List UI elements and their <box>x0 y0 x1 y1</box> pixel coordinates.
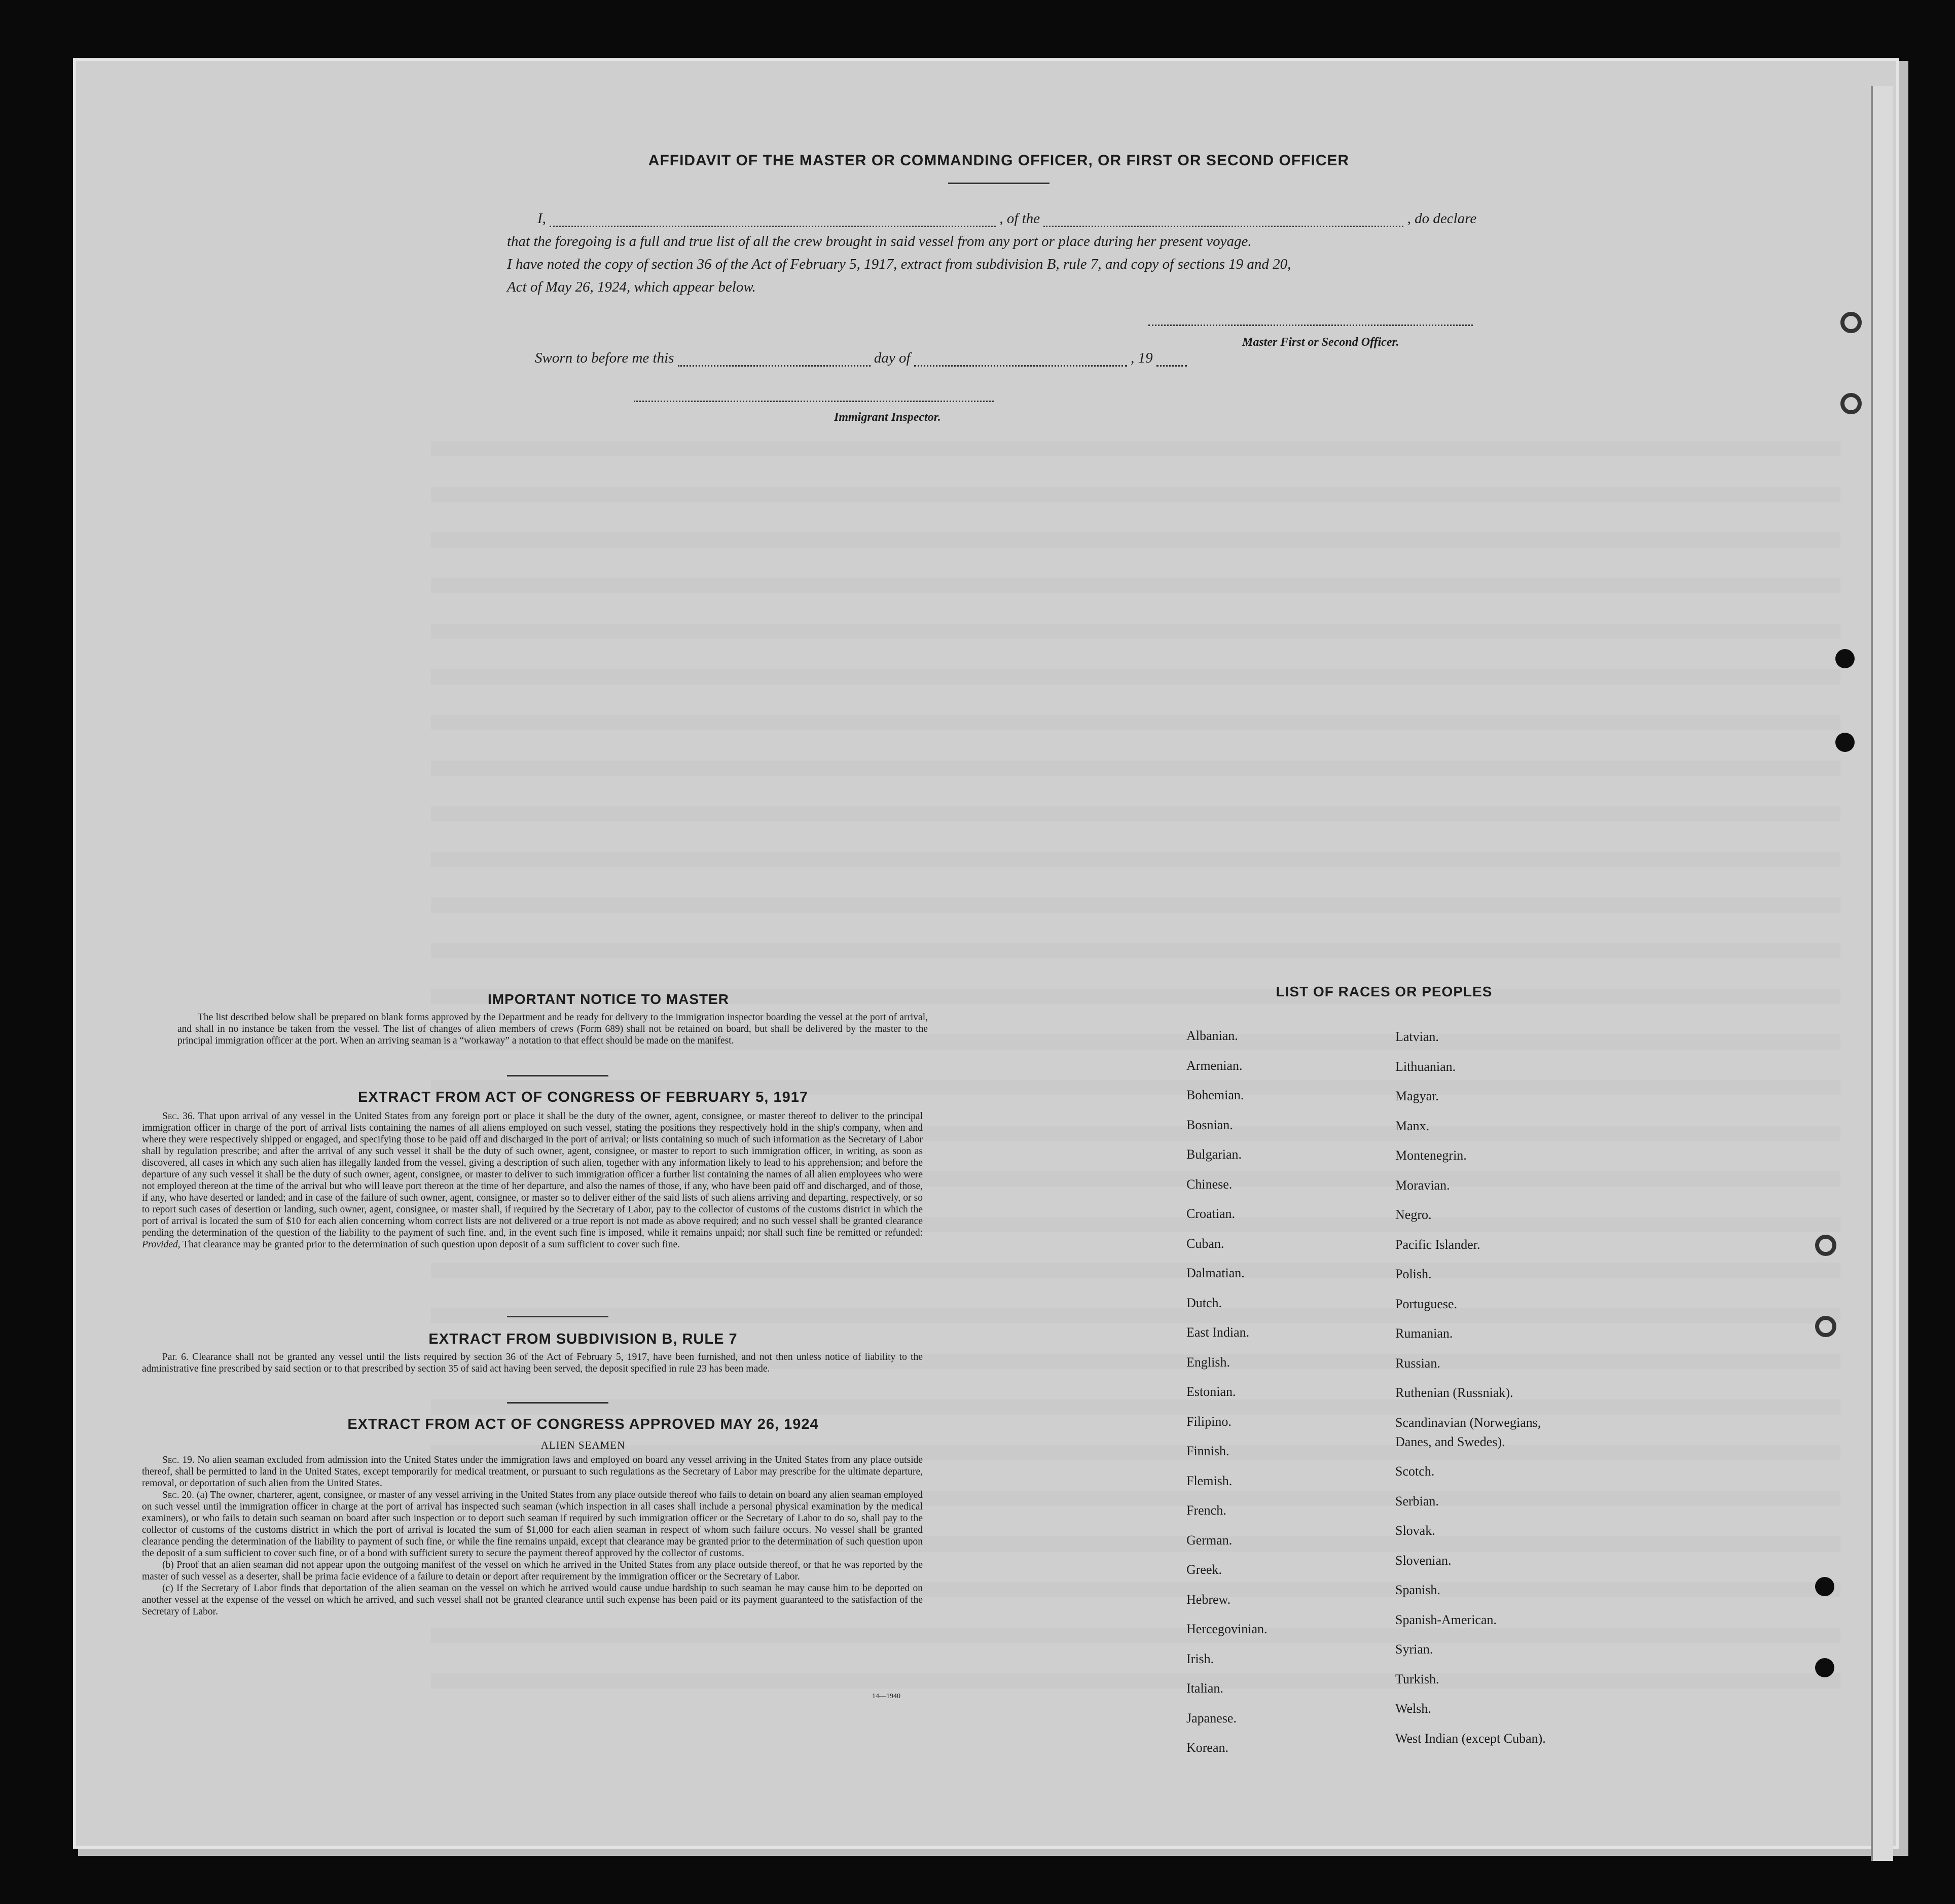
sec-36-label: Sec. 36. <box>162 1111 195 1122</box>
master-signature-field[interactable] <box>1148 325 1473 326</box>
punch-hole <box>1835 649 1855 668</box>
provided-label: Provided, <box>142 1239 180 1250</box>
bleed-through-row <box>431 441 1840 456</box>
race-item: Bohemian. <box>1186 1088 1244 1102</box>
affidavit-i: I, <box>537 210 546 227</box>
race-item: Syrian. <box>1395 1642 1433 1657</box>
race-item: Hercegovinian. <box>1186 1622 1268 1636</box>
extract-1924-text <box>142 1454 923 1618</box>
race-item: Estonian. <box>1186 1384 1236 1399</box>
punch-hole <box>1840 312 1862 333</box>
race-item: Croatian. <box>1186 1206 1236 1221</box>
sec-19 <box>142 1454 923 1489</box>
race-item: Greek. <box>1186 1562 1222 1577</box>
punch-hole <box>1835 733 1855 752</box>
vessel-field[interactable] <box>1043 226 1403 227</box>
affidavit-line-2: that the foregoing is a full and true list of all the crew brought in said vessel from any port or place during her present voyage. <box>507 233 1252 249</box>
inspector-label: Immigrant Inspector. <box>834 411 941 424</box>
race-item: West Indian (except Cuban). <box>1395 1731 1546 1746</box>
race-item: Montenegrin. <box>1395 1148 1467 1163</box>
race-item: Slovak. <box>1395 1523 1435 1538</box>
affidavit-line-1 <box>537 210 1476 227</box>
bleed-through-row <box>431 943 1840 958</box>
race-item: Japanese. <box>1186 1710 1237 1726</box>
bleed-through-row <box>431 761 1840 776</box>
bleed-through-row <box>431 624 1840 639</box>
race-item: Turkish. <box>1395 1671 1439 1686</box>
race-item: Cuban. <box>1186 1236 1224 1251</box>
race-item: Spanish. <box>1395 1583 1440 1597</box>
year-prefix: , 19 <box>1131 350 1153 366</box>
race-item: Polish. <box>1395 1267 1432 1281</box>
bleed-through-row <box>431 1399 1840 1415</box>
day-of-text: day of <box>874 350 911 366</box>
race-item: Chinese. <box>1186 1176 1233 1192</box>
proviso-body: That clearance may be granted prior to the determination of such question upon deposit of a sum sufficient to cover such fine. <box>183 1239 680 1250</box>
race-item: Negro. <box>1395 1207 1432 1222</box>
race-item: German. <box>1186 1532 1233 1548</box>
race-item: Filipino. <box>1186 1414 1232 1429</box>
divider <box>507 1316 608 1317</box>
race-item: Dutch. <box>1186 1295 1222 1310</box>
bleed-through-row <box>431 578 1840 593</box>
punch-hole <box>1815 1235 1836 1256</box>
race-item: Korean. <box>1186 1740 1229 1755</box>
sec-20c: (c) If the Secretary of Labor finds that deportation of the alien seaman on the vessel on which he arrived would cause undue hardship to such seaman he may cause him to be deported on another vessel at the expense of the vessel on which he arrived, and such vessel shall not be granted clearance until such expense has been paid or its payment guaranteed to the satisfaction of the Secretary of Labor. <box>142 1583 923 1617</box>
rule7-text: Par. 6. Clearance shall not be granted any vessel until the lists required by section 36 of the Act of February 5, 1917, have been furnished, and not then unless notice of liability to the administrative fine prescribed by said section or to that prescribed by section 35 of said act having been served, the deposit specified in rule 23 has been made. <box>142 1352 923 1374</box>
sworn-line <box>535 350 1187 367</box>
sec-20a <box>142 1489 923 1559</box>
notice-text: The list described below shall be prepared on blank forms approved by the Department and be ready for delivery to the immigration inspector boarding the vessel at the port of arrival, and shall in no instance be taken from the vessel. The list of changes of alien members of crews (Form 689) shall not be retained on board, but shall be delivered by the master to the principal immigration officer at the port. When an arriving seaman is a “workaway” a notation to that effect should be made on the manifest. <box>177 1012 928 1046</box>
name-field[interactable] <box>550 226 996 227</box>
race-item: Bosnian. <box>1186 1117 1233 1132</box>
race-item: Russian. <box>1395 1355 1440 1371</box>
race-item: Scandinavian (Norwegians, <box>1395 1415 1541 1430</box>
race-item: Armenian. <box>1186 1058 1243 1073</box>
sworn-text: Sworn to before me this <box>535 350 674 366</box>
bleed-through-row <box>431 715 1840 730</box>
sec-20-label: Sec. 20. <box>162 1490 194 1500</box>
race-item: Lithuanian. <box>1395 1059 1456 1074</box>
races-title: LIST OF RACES OR PEOPLES <box>1276 984 1493 999</box>
inspector-signature-field[interactable] <box>634 401 994 402</box>
bleed-through-row <box>431 806 1840 821</box>
race-item: Portuguese. <box>1395 1296 1458 1311</box>
bleed-through-row <box>431 852 1840 867</box>
race-item: Albanian. <box>1186 1028 1238 1043</box>
race-item: French. <box>1186 1503 1226 1518</box>
bleed-through-row <box>431 1673 1840 1689</box>
divider <box>507 1402 608 1404</box>
race-item: Rumanian. <box>1395 1326 1453 1341</box>
race-item: Hebrew. <box>1186 1592 1231 1607</box>
race-item: Danes, and Swedes). <box>1395 1434 1505 1449</box>
sec-20b: (b) Proof that an alien seaman did not appear upon the outgoing manifest of the vessel on which he arrived in the United States from any place outside thereof, or that he was reported by the master of such vessel as a deserter, shall be prima facie evidence of a failure to detain or deport after requirement by the immigration officer or the Secretary of Labor. <box>142 1560 923 1582</box>
race-item: Bulgarian. <box>1186 1147 1242 1162</box>
affidavit-line-3: I have noted the copy of section 36 of the Act of February 5, 1917, extract from subdivision B, rule 7, and copy of sections 19 and 20, <box>507 256 1291 272</box>
affidavit-title: AFFIDAVIT OF THE MASTER OR COMMANDING OFFICER, OR FIRST OR SECOND OFFICER <box>648 152 1350 169</box>
bleed-through-row <box>431 1628 1840 1643</box>
sec-36-body: That upon arrival of any vessel in the United States from any foreign port or place it shall be the duty of the owner, agent, consignee, or master thereof to deliver to the principal immigration officer in charge of the port of arrival lists containing the names of all aliens employed on such vessel, stating the positions they respectively hold in the ship's company, when and where they were respectively shipped or engaged, and specifying those to be paid off and discharged in the port of arrival; or lists containing so much of such information as the Secretary of Labor shall by regulation prescribe; and after the arrival of any such vessel it shall be the duty of such owner, agent, consignee, or master to report to such immigration officer, in writing, as soon as discovered, all cases in which any such alien has illegally landed from the vessel, giving a description of such alien, together with any information likely to lead to his apprehension; and before the departure of any such vessel it shall be the duty of such owner, agent, consignee, or master to deliver to such immigration officer a further list containing the names of all alien employees who were not employed thereon at the time of the arrival but who will leave port thereon at the time of her departure, and also the names of those, if any, who have been paid off and discharged, and of those, if any, who have deserted or landed; and in case of the failure of such owner, agent, consignee, or master so to deliver either of the said lists of such aliens arriving and departing, respectively, or so to report such cases of desertion or landing, such owner, agent, consignee, or master shall, if required by the Secretary of Labor, pay to the collector of customs of the customs district in which the port of arrival is located the sum of $10 for each alien concerning whom correct lists are not delivered or a true report is not made as above required; and no such vessel shall be granted clearance pending the determination of the question of the liability to the payment of such fine, and, in the event such fine is imposed, while it remains unpaid; nor shall such fine be remitted or refunded: <box>142 1111 923 1238</box>
divider <box>507 1075 608 1076</box>
sec-20a-body: (a) The owner, charterer, agent, consignee, or master of any vessel arriving in the United States from any place outside thereof who fails to detain on board any alien seaman employed on such vessel until the immigration officer in charge at the port of arrival has inspected such seaman (which inspection in all cases shall include a personal physical examination by the medical examiners), or who fails to detain such seaman on board after such inspection or to deport such seaman if required by such immigration officer or the Secretary of Labor to do so, shall pay to the collector of customs of the customs district in which the port of arrival is located the sum of $1,000 for each alien seaman in respect of whom such failure occurs. No vessel shall be granted clearance pending the determination of the liability to payment of such fine, or while the fine remains unpaid, except that clearance may be granted prior to the determination of such question upon the deposit of a sum sufficient to cover such fine, or of a bond with sufficient surety to secure the payment thereof approved by the collector of customs. <box>142 1490 923 1559</box>
sworn-month-field[interactable] <box>914 365 1127 367</box>
divider <box>948 183 1049 184</box>
race-item: Flemish. <box>1186 1473 1233 1488</box>
bleed-through-row <box>431 1308 1840 1323</box>
rule7-title: EXTRACT FROM SUBDIVISION B, RULE 7 <box>428 1331 738 1347</box>
master-label: Master First or Second Officer. <box>1242 336 1399 349</box>
race-item: Ruthenian (Russniak). <box>1395 1385 1513 1400</box>
race-item: Slovenian. <box>1395 1553 1452 1568</box>
bleed-through-row <box>431 897 1840 913</box>
race-item: Italian. <box>1186 1681 1223 1696</box>
race-item: Moravian. <box>1395 1177 1450 1193</box>
race-item: Latvian. <box>1395 1029 1439 1044</box>
race-item: Spanish-American. <box>1395 1612 1497 1627</box>
race-item: English. <box>1186 1354 1230 1370</box>
race-item: Irish. <box>1186 1651 1214 1666</box>
race-item: Scotch. <box>1395 1464 1435 1479</box>
sec-19-label: Sec. 19. <box>162 1455 195 1465</box>
race-item: Magyar. <box>1395 1089 1439 1103</box>
race-item: East Indian. <box>1186 1325 1250 1340</box>
alien-seamen-subtitle: ALIEN SEAMEN <box>540 1439 626 1451</box>
extract-1924-title: EXTRACT FROM ACT OF CONGRESS APPROVED MAY 26, 1924 <box>347 1416 819 1432</box>
bleed-through-row <box>431 669 1840 685</box>
race-item: Finnish. <box>1186 1444 1229 1458</box>
form-number: 14—1940 <box>872 1693 900 1700</box>
extract-1917-title: EXTRACT FROM ACT OF CONGRESS OF FEBRUARY 5, 1917 <box>357 1089 809 1105</box>
affidavit-of-the: , of the <box>999 210 1040 227</box>
sec-19-body: No alien seaman excluded from admission into the United States under the immigration laws and employed on board any vessel arriving in the United States from any place outside thereof, shall be permitted to land in the United States, except temporarily for medical treatment, or pursuant to such regulations as the Secretary of Labor may prescribe for the ultimate departure, removal, or deportation of such alien from the United States. <box>142 1455 923 1489</box>
bleed-through-row <box>431 532 1840 548</box>
bleed-through-row <box>431 487 1840 502</box>
notice-title: IMPORTANT NOTICE TO MASTER <box>487 991 730 1007</box>
race-item: Pacific Islander. <box>1395 1237 1480 1252</box>
affidavit-declare: , do declare <box>1407 210 1477 227</box>
affidavit-line-4: Act of May 26, 1924, which appear below. <box>507 279 756 295</box>
race-item: Serbian. <box>1395 1493 1439 1508</box>
sworn-year-field[interactable] <box>1156 365 1187 367</box>
race-item: Manx. <box>1395 1118 1430 1133</box>
race-item: Dalmatian. <box>1186 1266 1245 1280</box>
race-item: Welsh. <box>1395 1701 1431 1716</box>
page-edge <box>1871 86 1893 1861</box>
punch-hole <box>1840 393 1862 414</box>
extract-1917-text <box>142 1110 923 1250</box>
sworn-day-field[interactable] <box>678 365 871 367</box>
bleed-through-row <box>431 1263 1840 1278</box>
